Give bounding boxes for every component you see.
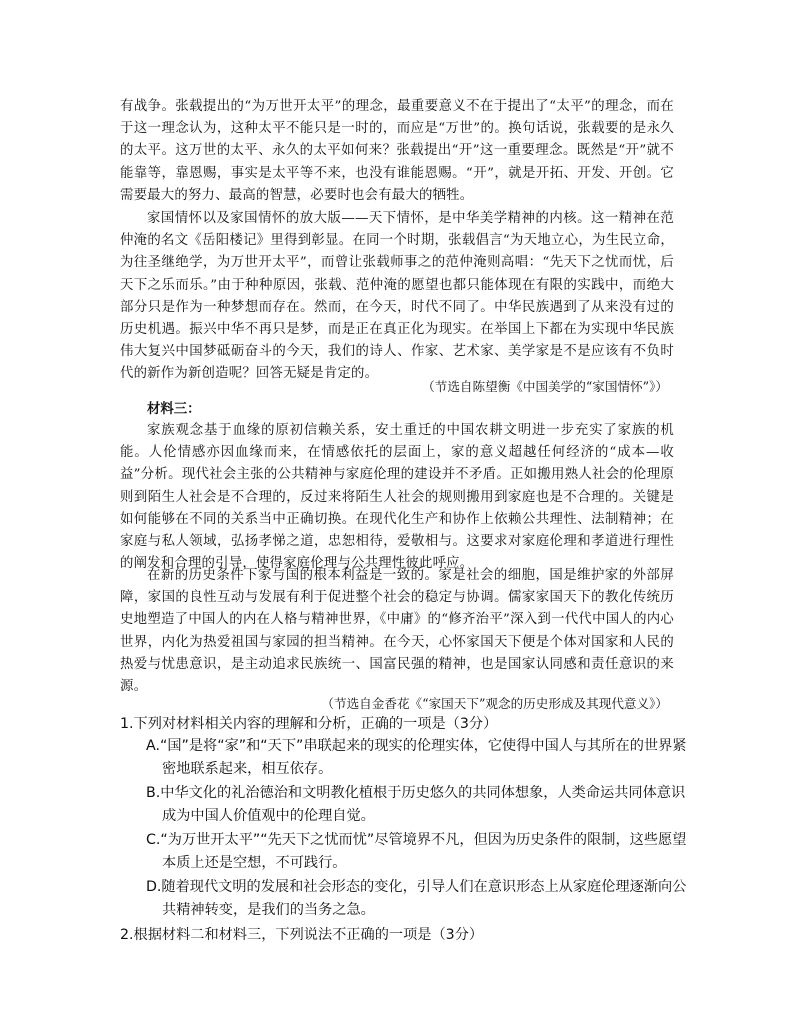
material2-source: （节选自陈望衡《中国美学的“家国情怀”》） — [422, 379, 668, 394]
question-1-option-d: D.随着现代文明的发展和社会形态的变化，引导人们在意识形态上从家庭伦理逐渐向公共精神转变，是我们的当务之急。 — [146, 879, 687, 918]
question-1-option-c: C.“为万世开太平”“先天下之忧而忧”尽管境界不凡，但因为历史条件的限制，这些愿望本质上还是空想，不可践行。 — [146, 832, 687, 871]
question-1-option-a: A.“国”是将“家”和“天下”串联起来的现实的伦理实体，它使得中国人与其所在的世界紧密地联系起来，相互依存。 — [146, 738, 687, 777]
question-1-option-b: B.中华文化的礼治德治和文明教化植根于历史悠久的共同体想象，人类命运共同体意识成为中国人价值观中的伦理自觉。 — [146, 785, 686, 824]
question-2-stem: 2.根据材料二和材料三，下列说法不正确的一项是（3分） — [120, 927, 484, 943]
material2-paragraph-2: 家国情怀以及家国情怀的放大版——天下情怀，是中华美学精神的内核。这一精神在范仲淹的名文《岳阳楼记》里得到彰显。在同一个时期，张载倡言“为天地立心，为生民立命，为往圣继绝学，为万世开太平”，而曾让张载师事之的范仲淹则高唱：“先天下之忧而忧，后天下之乐而乐。”由于种种原因，张载、范仲淹的愿望也都只能体现在有限的实践中，而绝大部分只是作为一种梦想而存在。然而，在今天，时代不同了。中华民族遇到了从来没有过的历史机遇。振兴中华不再只是梦，而是正在真正化为现实。在举国上下都在为实现中华民族伟大复兴中国梦砥砺奋斗的今天，我们的诗人、作家、艺术家、美学家是不是应该有不负时代的新作为新创造呢？回答无疑是肯定的。 — [120, 211, 674, 382]
material3-title: 材料三： — [147, 401, 201, 417]
material3-source: （节选自金香花《“家国天下”观念的历史形成及其现代意义》） — [321, 696, 668, 711]
material2-paragraph-1: 有战争。张载提出的“为万世开太平”的理念，最重要意义不在于提出了“太平”的理念，而在于这一理念认为，这种太平不能只是一时的，而应是“万世”的。换句话说，张载要的是永久的太平。这万世的太平、永久的太平如何来？张载提出“开”这一重要理念。既然是“开”就不能靠等，靠恩赐，事实是太平等不来，也没有谁能恩赐。“开”，就是开拓、开发、开创。它需要最大的努力、最高的智慧，必要时也会有最大的牺牲。 — [120, 99, 674, 203]
material3-paragraph-1: 家族观念基于血缘的原初信赖关系，安土重迁的中国农耕文明进一步充实了家族的机能。人伦情感亦因血缘而来，在情感依托的层面上，家的意义超越任何经济的“成本—收益”分析。现代社会主张的公共精神与家庭伦理的建设并不矛盾。正如搬用熟人社会的伦理原则到陌生人社会是不合理的，反过来将陌生人社会的规则搬用到家庭也是不合理的。关键是如何能够在不同的关系当中正确切换。在现代化生产和协作上依赖公共理性、法制精神；在家庭与私人领域，弘扬孝悌之道，忠恕相待，爱敬相与。这要求对家庭伦理和孝道进行理性的阐发和合理的引导，使得家庭伦理与公共理性彼此呼应。 — [120, 423, 674, 572]
question-1-stem: 1.下列对材料相关内容的理解和分析，正确的一项是（3分） — [120, 716, 498, 732]
material3-paragraph-2: 在新的历史条件下家与国的根本利益是一致的。家是社会的细胞，国是维护家的外部屏障，家国的良性互动与发展有利于促进整个社会的稳定与协调。儒家家国天下的教化传统历史地塑造了中国人的内在人格与精神世界，《中庸》的“修齐治平”深入到一代代中国人的内心世界，内化为热爱祖国与家园的担当精神。在今天，心怀家国天下便是个体对国家和人民的热爱与忧患意识，是主动追求民族统一、国富民强的精神，也是国家认同感和责任意识的来源。 — [120, 568, 674, 695]
